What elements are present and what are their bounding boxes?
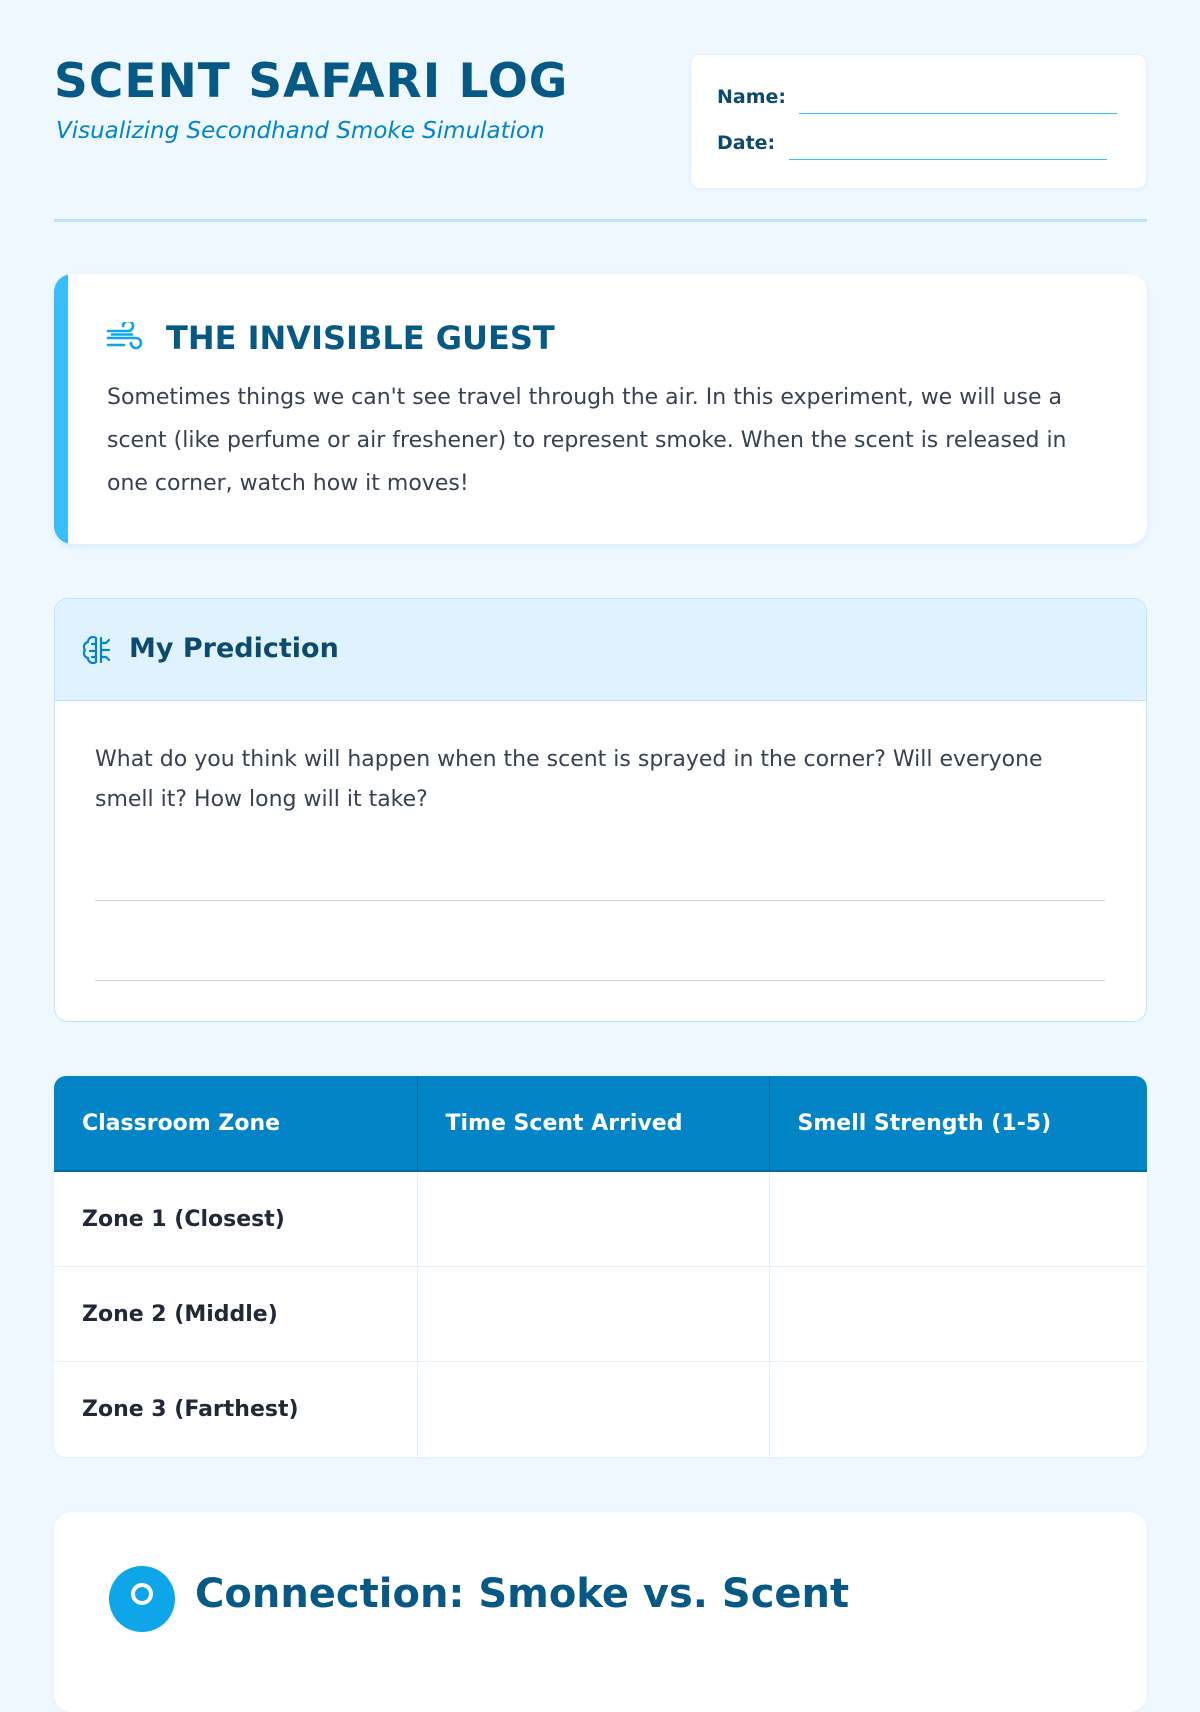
prediction-question: What do you think will happen when the scent is sprayed in the corner? Will everyone smell it? How long will it take? [95,747,1043,812]
location-pin-icon [109,1566,175,1632]
table-header-row [54,1076,1147,1171]
column-header-strength: Smell Strength (1-5) [769,1076,1147,1171]
date-label: Date: [717,132,776,154]
time-cell[interactable] [417,1171,769,1267]
name-row [717,84,1117,114]
intro-accent-bar [54,274,68,544]
prediction-header [55,599,1146,701]
student-info-box [690,54,1147,189]
zone-cell: Zone 3 (Farthest) [54,1362,417,1457]
page-subtitle: Visualizing Secondhand Smoke Simulation [56,118,545,144]
answer-line[interactable] [95,900,1105,901]
zone-cell: Zone 1 (Closest) [54,1171,417,1267]
worksheet-header [54,54,1147,222]
worksheet-page [54,0,1147,1617]
intro-text: Sometimes things we can't see travel through the air. In this experiment, we will use a scent (like perfume or air freshener) to represent smoke. When the scent is released in one corner, watch how it moves! [107,385,1067,496]
connection-card [54,1512,1147,1712]
strength-cell[interactable] [769,1171,1147,1267]
connection-heading: Connection: Smoke vs. Scent [195,1571,850,1617]
date-row [717,130,1107,160]
name-field[interactable] [799,113,1117,114]
strength-cell[interactable] [769,1267,1147,1362]
answer-line[interactable] [95,980,1105,981]
observation-table [54,1076,1147,1456]
time-cell[interactable] [417,1267,769,1362]
page-title: SCENT SAFARI LOG [54,54,569,109]
intro-card [54,274,1147,544]
zone-cell: Zone 2 (Middle) [54,1267,417,1362]
table-row [54,1267,1147,1362]
column-header-zone: Classroom Zone [54,1076,417,1171]
time-cell[interactable] [417,1362,769,1457]
table-row [54,1171,1147,1267]
table-row [54,1362,1147,1457]
brain-icon [82,634,114,666]
prediction-card [54,598,1147,1022]
column-header-time: Time Scent Arrived [417,1076,769,1171]
intro-heading: THE INVISIBLE GUEST [166,319,555,357]
date-field[interactable] [789,159,1107,160]
prediction-heading: My Prediction [129,633,339,664]
name-label: Name: [717,86,787,108]
observation-table-card [54,1076,1147,1457]
wind-icon [106,322,144,354]
strength-cell[interactable] [769,1362,1147,1457]
